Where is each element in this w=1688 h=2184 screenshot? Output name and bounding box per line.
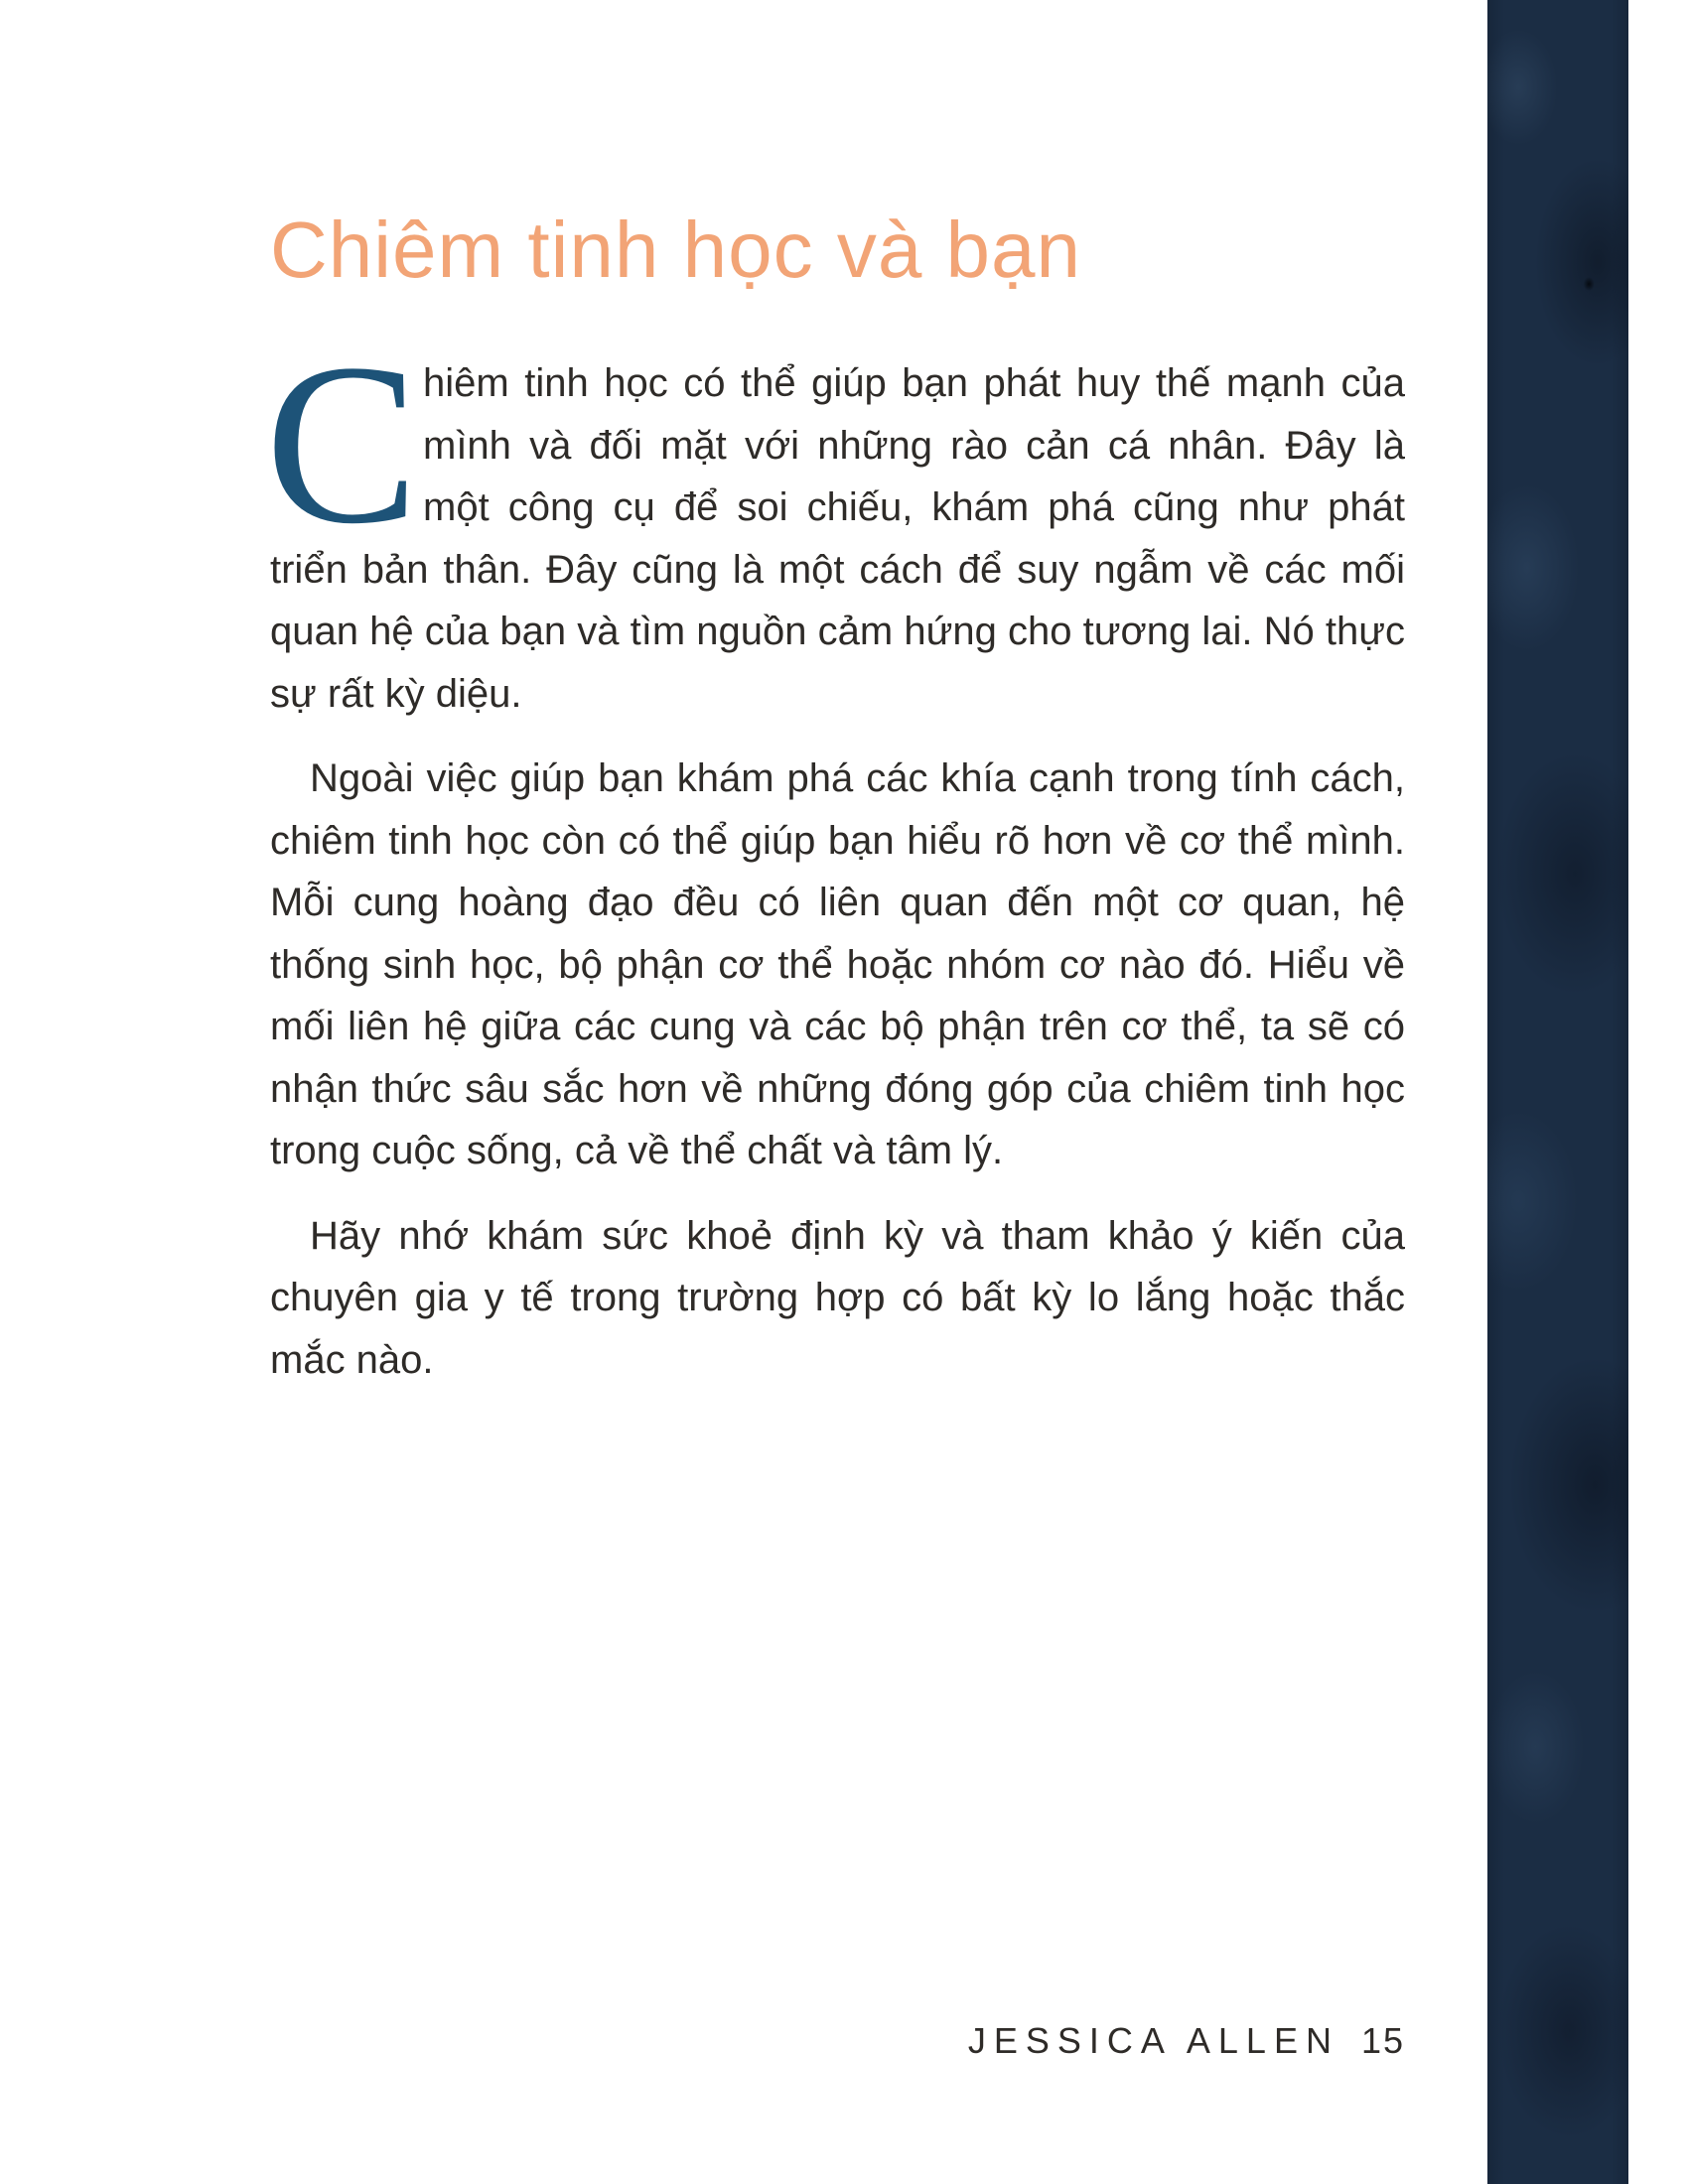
page-number: 15 xyxy=(1360,2020,1405,2061)
paragraph-3: Hãy nhớ khám sức khoẻ định kỳ và tham khảo ý kiến của chuyên gia y tế trong trường hợp có bất kỳ lo lắng hoặc thắc mắc nào. xyxy=(270,1213,1405,1382)
paragraph-1-text: hiêm tinh học có thể giúp bạn phát huy thế mạnh của mình và đối mặt với những rào cản cá nhân. Đây là một công cụ để soi chiếu, khám phá cũng như phát triển bản thân. Đây cũng là một cách để suy ngẫm về các mối quan hệ của bạn và tìm nguồn cảm hứng cho tương lai. Nó thực sự rất kỳ diệu. xyxy=(270,361,1405,716)
page-title: Chiêm tinh học và bạn xyxy=(270,205,1082,294)
author-name: JESSICA ALLEN xyxy=(967,2020,1339,2061)
page-footer xyxy=(968,2021,1405,2061)
paragraph-1 xyxy=(265,317,1405,725)
text-column xyxy=(265,205,1405,1414)
drop-cap-letter: C xyxy=(265,317,419,572)
body-text xyxy=(265,317,1405,1391)
drop-cap xyxy=(265,317,419,572)
paragraph-2: Ngoài việc giúp bạn khám phá các khía cạnh trong tính cách, chiêm tinh học còn có thể giúp bạn hiểu rõ hơn về cơ thể mình. Mỗi cung hoàng đạo đều có liên quan đến một cơ quan, hệ thống sinh học, bộ phận cơ thể hoặc nhóm cơ nào đó. Hiểu về mối liên hệ giữa các cung và các bộ phận trên cơ thể, ta sẽ có nhận thức sâu sắc hơn về những đóng góp của chiêm tinh học trong cuộc sống, cả về thể chất và tâm lý. xyxy=(270,756,1405,1172)
watercolor-band xyxy=(1487,0,1628,2184)
